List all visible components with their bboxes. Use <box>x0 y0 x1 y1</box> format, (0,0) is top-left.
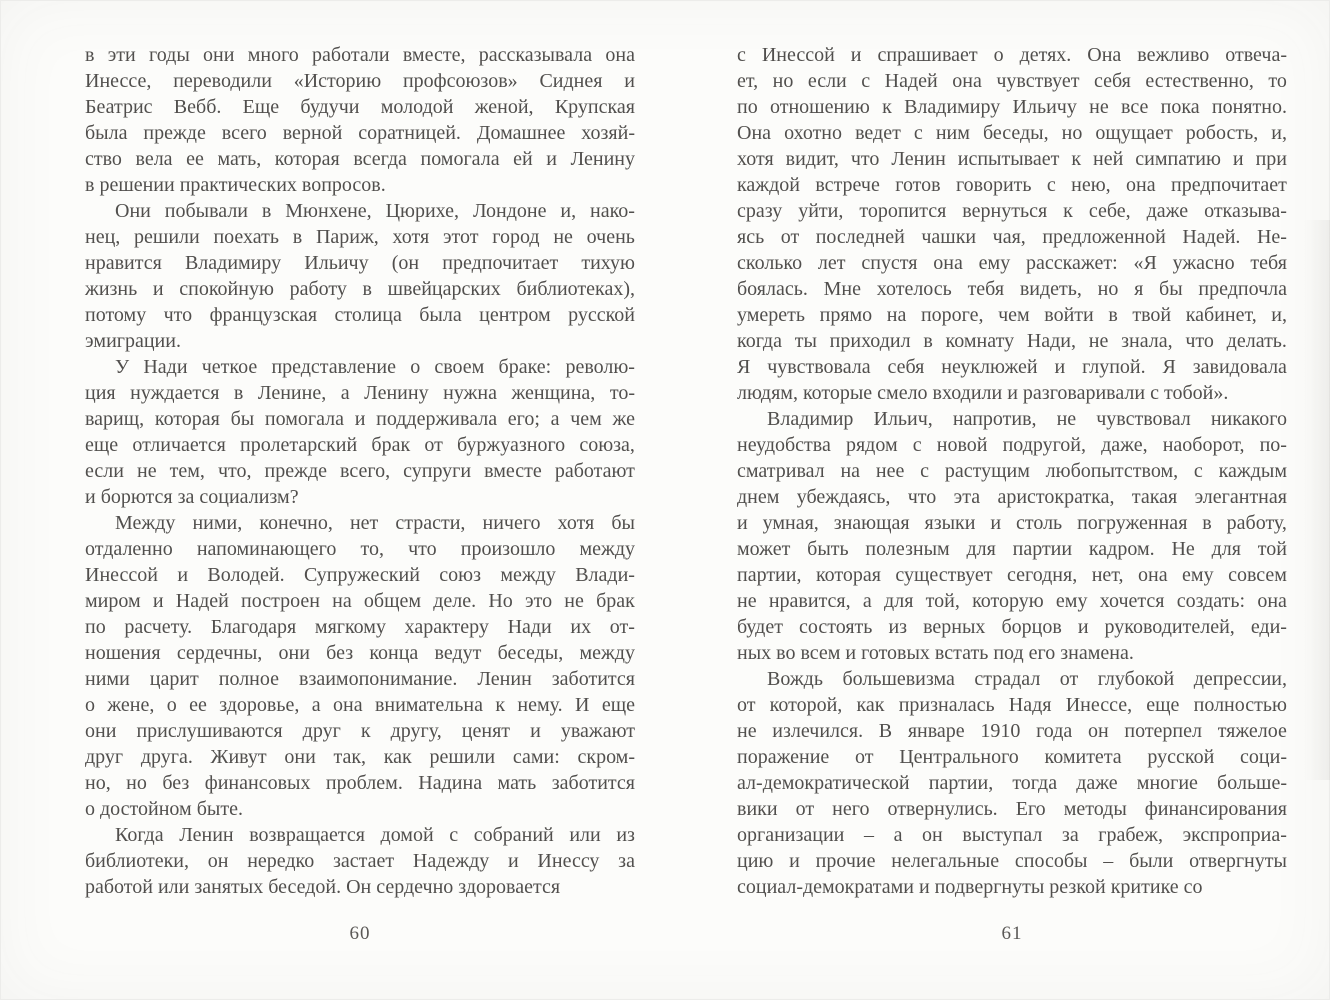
text-line: с Инессой и спрашивает о детях. Она вежливо отвеча- <box>737 44 1287 66</box>
text-line: социал-демократами и подвергнуты резкой критике со <box>737 876 1203 898</box>
text-line: от которой, как призналась Надя Инессе, еще полностью <box>737 694 1287 716</box>
text-line: друг друга. Живут они так, как решили сами: скром- <box>85 746 635 768</box>
text-line: каждой встрече готов говорить с нею, она предпочитает <box>737 174 1287 196</box>
text-line: неудобства рядом с новой подругой, даже, наоборот, по- <box>737 434 1287 456</box>
paragraph <box>737 42 1287 406</box>
text-line: Владимир Ильич, напротив, не чувствовал никакого <box>767 408 1287 430</box>
text-line: о достойном быте. <box>85 798 243 820</box>
paragraph <box>85 42 635 198</box>
text-line: работой или занятых беседой. Он сердечно здоровается <box>85 876 561 898</box>
text-line: еще отличается пролетарский брак от буржуазного союза, <box>85 434 635 456</box>
text-line: ство вела ее мать, которая всегда помогала ей и Ленину <box>85 148 635 170</box>
text-line: в решении практических вопросов. <box>85 174 386 196</box>
text-line: ними царит полное взаимопонимание. Ленин заботится <box>85 668 635 690</box>
text-line: людям, которые смело входили и разговаривали с тобой». <box>737 382 1229 404</box>
text-line: Она охотно ведет с ним беседы, но ощущает робость, и, <box>737 122 1287 144</box>
text-line: в эти годы они много работали вместе, рассказывала она <box>85 44 635 66</box>
text-line: не нравится, а для той, которую ему хочется создать: она <box>737 590 1287 612</box>
text-line: цию и прочие нелегальные способы – были отвергнуты <box>737 850 1287 872</box>
scan-edge-shading <box>1304 220 1330 780</box>
text-line: не излечился. В январе 1910 года он потерпел тяжелое <box>737 720 1287 742</box>
text-line: нравится Владимиру Ильичу (он предпочитает тихую <box>85 252 635 274</box>
text-line: нец, решили поехать в Париж, хотя этот город не очень <box>85 226 635 248</box>
text-line: но, но без финансовых проблем. Надина мать заботится <box>85 772 635 794</box>
text-line: сколько лет спустя она ему расскажет: «Я ужасно тебя <box>737 252 1287 274</box>
text-line: была прежде всего верной соратницей. Домашнее хозяй- <box>85 122 635 144</box>
text-line: поражение от Центрального комитета русской соци- <box>737 746 1287 768</box>
text-line: сматривал на нее с растущим любопытством, с каждым <box>737 460 1287 482</box>
text-line: по расчету. Благодаря мягкому характеру Нади их от- <box>85 616 635 638</box>
text-line: хотя видит, что Ленин испытывает к ней симпатию и при <box>737 148 1287 170</box>
text-line: потому что французская столица была центром русской <box>85 304 635 326</box>
text-line: варищ, которая бы помогала и поддерживала его; а чем же <box>85 408 635 430</box>
text-line: они прислушиваются друг к другу, ценят и уважают <box>85 720 635 742</box>
text-line: У Нади четкое представление о своем браке: револю- <box>115 356 635 378</box>
paragraph <box>737 406 1287 666</box>
text-line: Когда Ленин возвращается домой с собраний или из <box>115 824 635 846</box>
text-line: по отношению к Владимиру Ильичу не все пока понятно. <box>737 96 1287 118</box>
text-line: если не тем, что, прежде всего, супруги вместе работают <box>85 460 635 482</box>
page-right-number: 61 <box>1001 923 1023 944</box>
text-line: днем убеждаясь, что эта аристократка, такая элегантная <box>737 486 1287 508</box>
text-line: организации – а он выступал за грабеж, экспроприа- <box>737 824 1287 846</box>
page-left-text <box>85 42 635 900</box>
text-line: миром и Надей построен на общем деле. Но это не брак <box>85 590 635 612</box>
text-line: библиотеки, он нередко застает Надежду и Инессу за <box>85 850 635 872</box>
text-line: Они побывали в Мюнхене, Цюрихе, Лондоне и, нако- <box>115 200 635 222</box>
paragraph <box>85 822 635 900</box>
page-right <box>737 0 1287 1000</box>
text-line: ясь от последней чашки чая, предложенной Надей. Не- <box>737 226 1287 248</box>
paragraph <box>737 666 1287 900</box>
text-line: вики от него отвернулись. Его методы финансирования <box>737 798 1287 820</box>
text-line: умереть прямо на пороге, чем войти в твой кабинет, и, <box>737 304 1287 326</box>
paragraph <box>85 198 635 354</box>
text-line: ция нуждается в Ленине, а Ленину нужна женщина, то- <box>85 382 635 404</box>
paragraph <box>85 354 635 510</box>
text-line: эмиграции. <box>85 330 181 352</box>
text-line: Инессой и Володей. Супружеский союз между Влади- <box>85 564 635 586</box>
text-line: и борются за социализм? <box>85 486 299 508</box>
page-left-number: 60 <box>349 923 371 944</box>
text-line: о жене, о ее здоровье, а она внимательна к нему. И еще <box>85 694 635 716</box>
text-line: сразу уйти, торопится вернуться к себе, даже отказыва- <box>737 200 1287 222</box>
text-line: боялась. Мне хотелось тебя видеть, но я бы предпочла <box>737 278 1287 300</box>
text-line: и умная, знающая языки и столь погруженная в работу, <box>737 512 1287 534</box>
text-line: Инессе, переводили «Историю профсоюзов» Сиднея и <box>85 70 635 92</box>
text-line: партии, которая существует сегодня, нет, она ему совсем <box>737 564 1287 586</box>
text-line: ных во всем и готовых встать под его знамена. <box>737 642 1134 664</box>
page-right-text <box>737 42 1287 900</box>
text-line: ал-демократической партии, тогда даже многие больше- <box>737 772 1287 794</box>
text-line: ношения сердечны, они без конца ведут беседы, между <box>85 642 635 664</box>
text-line: Вождь большевизма страдал от глубокой депрессии, <box>767 668 1287 690</box>
text-line: когда ты приходил в комнату Нади, не знала, что делать. <box>737 330 1287 352</box>
text-line: может быть полезным для партии кадром. Не для той <box>737 538 1287 560</box>
text-line: ет, но если с Надей она чувствует себя естественно, то <box>737 70 1287 92</box>
text-line: Беатрис Вебб. Еще будучи молодой женой, Крупская <box>85 96 635 118</box>
text-line: Я чувствовала себя неуклюжей и глупой. Я завидовала <box>737 356 1287 378</box>
paragraph <box>85 510 635 822</box>
page-left <box>85 0 635 1000</box>
text-line: отдаленно напоминающего то, что произошло между <box>85 538 635 560</box>
text-line: будет состоять из верных борцов и руководителей, еди- <box>737 616 1287 638</box>
text-line: Между ними, конечно, нет страсти, ничего хотя бы <box>115 512 635 534</box>
text-line: жизнь и спокойную работу в швейцарских библиотеках), <box>85 278 635 300</box>
